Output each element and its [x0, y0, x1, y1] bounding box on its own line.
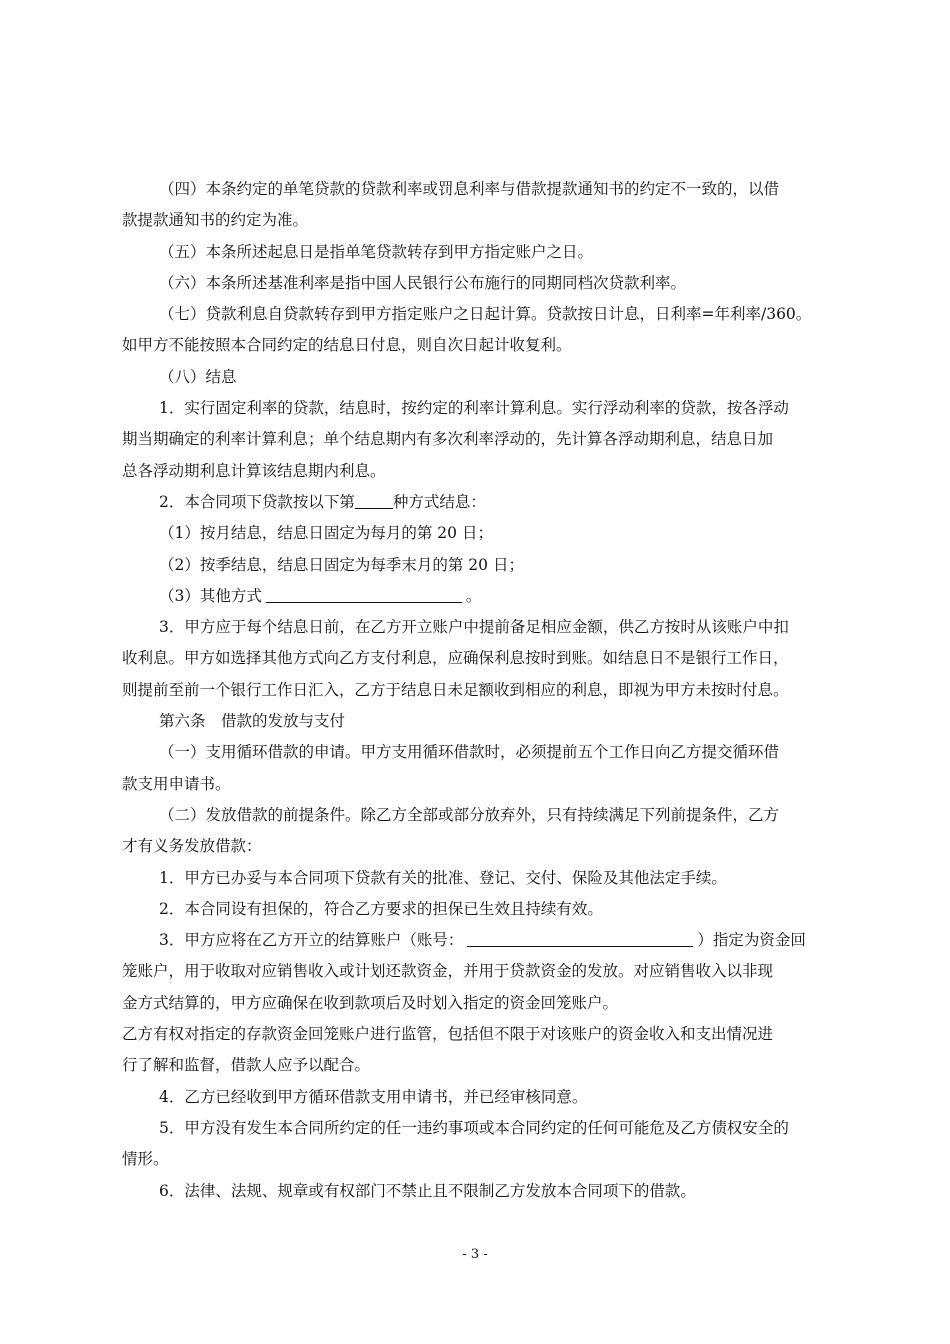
text-line: 1．实行固定利率的贷款，结息时，按约定的利率计算利息。实行浮动利率的贷款，按各浮动	[159, 399, 789, 418]
text-fragment: 种方式结息：	[392, 492, 486, 511]
text-line: 收利息。甲方如选择其他方式向乙方支付利息，应确保利息按时到账。如结息日不是银行工作日，	[122, 649, 789, 668]
text-line: 情形。	[122, 1150, 169, 1169]
text-line: （一）支用循环借款的申请。甲方支用循环借款时，必须提前五个工作日向乙方提交循环借	[159, 743, 780, 762]
text-line: 款支用申请书。	[122, 774, 231, 793]
text-line	[122, 487, 830, 518]
text-line: 总各浮动期利息计算该结息期内利息。	[122, 461, 386, 480]
text-fragment: （3）其他方式	[159, 586, 262, 605]
document-body	[122, 174, 830, 1207]
text-line	[122, 581, 830, 612]
text-line: 5．甲方没有发生本合同所约定的任一违约事项或本合同约定的任何可能危及乙方债权安全的	[159, 1118, 789, 1137]
text-fragment: 2．本合同项下贷款按以下第	[159, 492, 355, 511]
text-line: （五）本条所述起息日是指单笔贷款转存到甲方指定账户之日。	[159, 242, 594, 261]
text-line: 金方式结算的，甲方应确保在收到款项后及时划入指定的资金回笼账户。	[122, 993, 619, 1012]
text-line: （四）本条约定的单笔贷款的贷款利率或罚息利率与借款提款通知书的约定不一致的，以借	[159, 180, 780, 198]
text-line	[122, 925, 830, 956]
text-line: 笼账户，用于收取对应销售收入或计划还款资金，并用于贷款资金的发放。对应销售收入以非现	[122, 962, 774, 981]
page-number: - 3 -	[462, 1247, 488, 1262]
text-line: 乙方有权对指定的存款资金回笼账户进行监管，包括但不限于对该账户的资金收入和支出情况进	[122, 1025, 774, 1044]
text-line: 期当期确定的利率计算利息；单个结息期内有多次利率浮动的，先计算各浮动期利息，结息日加	[122, 430, 774, 449]
text-line: 行了解和监督，借款人应予以配合。	[122, 1056, 371, 1075]
text-fragment: 。	[465, 586, 482, 605]
text-line: （1）按月结息，结息日固定为每月的第 20 日；	[159, 524, 493, 543]
text-line: 3．甲方应于每个结息日前，在乙方开立账户中提前备足相应金额，供乙方按时从该账户中扣	[159, 618, 789, 637]
text-line: 1．甲方已办妥与本合同项下贷款有关的批准、登记、交付、保险及其他法定手续。	[159, 868, 727, 887]
text-line: （2）按季结息，结息日固定为每季末月的第 20 日；	[159, 555, 524, 574]
text-line: 6．法律、法规、规章或有权部门不禁止且不限制乙方发放本合同项下的借款。	[159, 1181, 696, 1200]
text-line: 则提前至前一个银行工作日汇入，乙方于结息日未足额收到相应的利息，即视为甲方未按时付息。	[122, 680, 789, 699]
text-fragment: 3．甲方应将在乙方开立的结算账户（账号：	[159, 931, 464, 950]
text-line: 款提款通知书的约定为准。	[122, 211, 309, 230]
text-line: （七）贷款利息自贷款转存到甲方指定账户之日起计算。贷款按日计息，日利率=年利率/360。	[159, 305, 812, 324]
text-line: 4．乙方已经收到甲方循环借款支用申请书，并已经审核同意。	[159, 1087, 588, 1106]
text-line: 2．本合同设有担保的，符合乙方要求的担保已生效且持续有效。	[159, 899, 603, 918]
text-fragment: ）指定为资金回	[697, 931, 806, 950]
text-line: 才有义务发放借款：	[122, 837, 262, 856]
fill-in-blank[interactable]	[355, 491, 393, 509]
article-heading: 第六条 借款的发放与支付	[159, 712, 346, 731]
text-line: （六）本条所述基准利率是指中国人民银行公布施行的同期同档次贷款利率。	[159, 273, 687, 292]
fill-in-blank[interactable]	[266, 585, 462, 603]
section-heading: （八）结息	[159, 367, 237, 386]
text-line: （二）发放借款的前提条件。除乙方全部或部分放弃外，只有持续满足下列前提条件，乙方	[159, 805, 780, 824]
text-line: 如甲方不能按照本合同约定的结息日付息，则自次日起计收复利。	[122, 336, 572, 355]
account-number-blank[interactable]	[467, 929, 693, 947]
